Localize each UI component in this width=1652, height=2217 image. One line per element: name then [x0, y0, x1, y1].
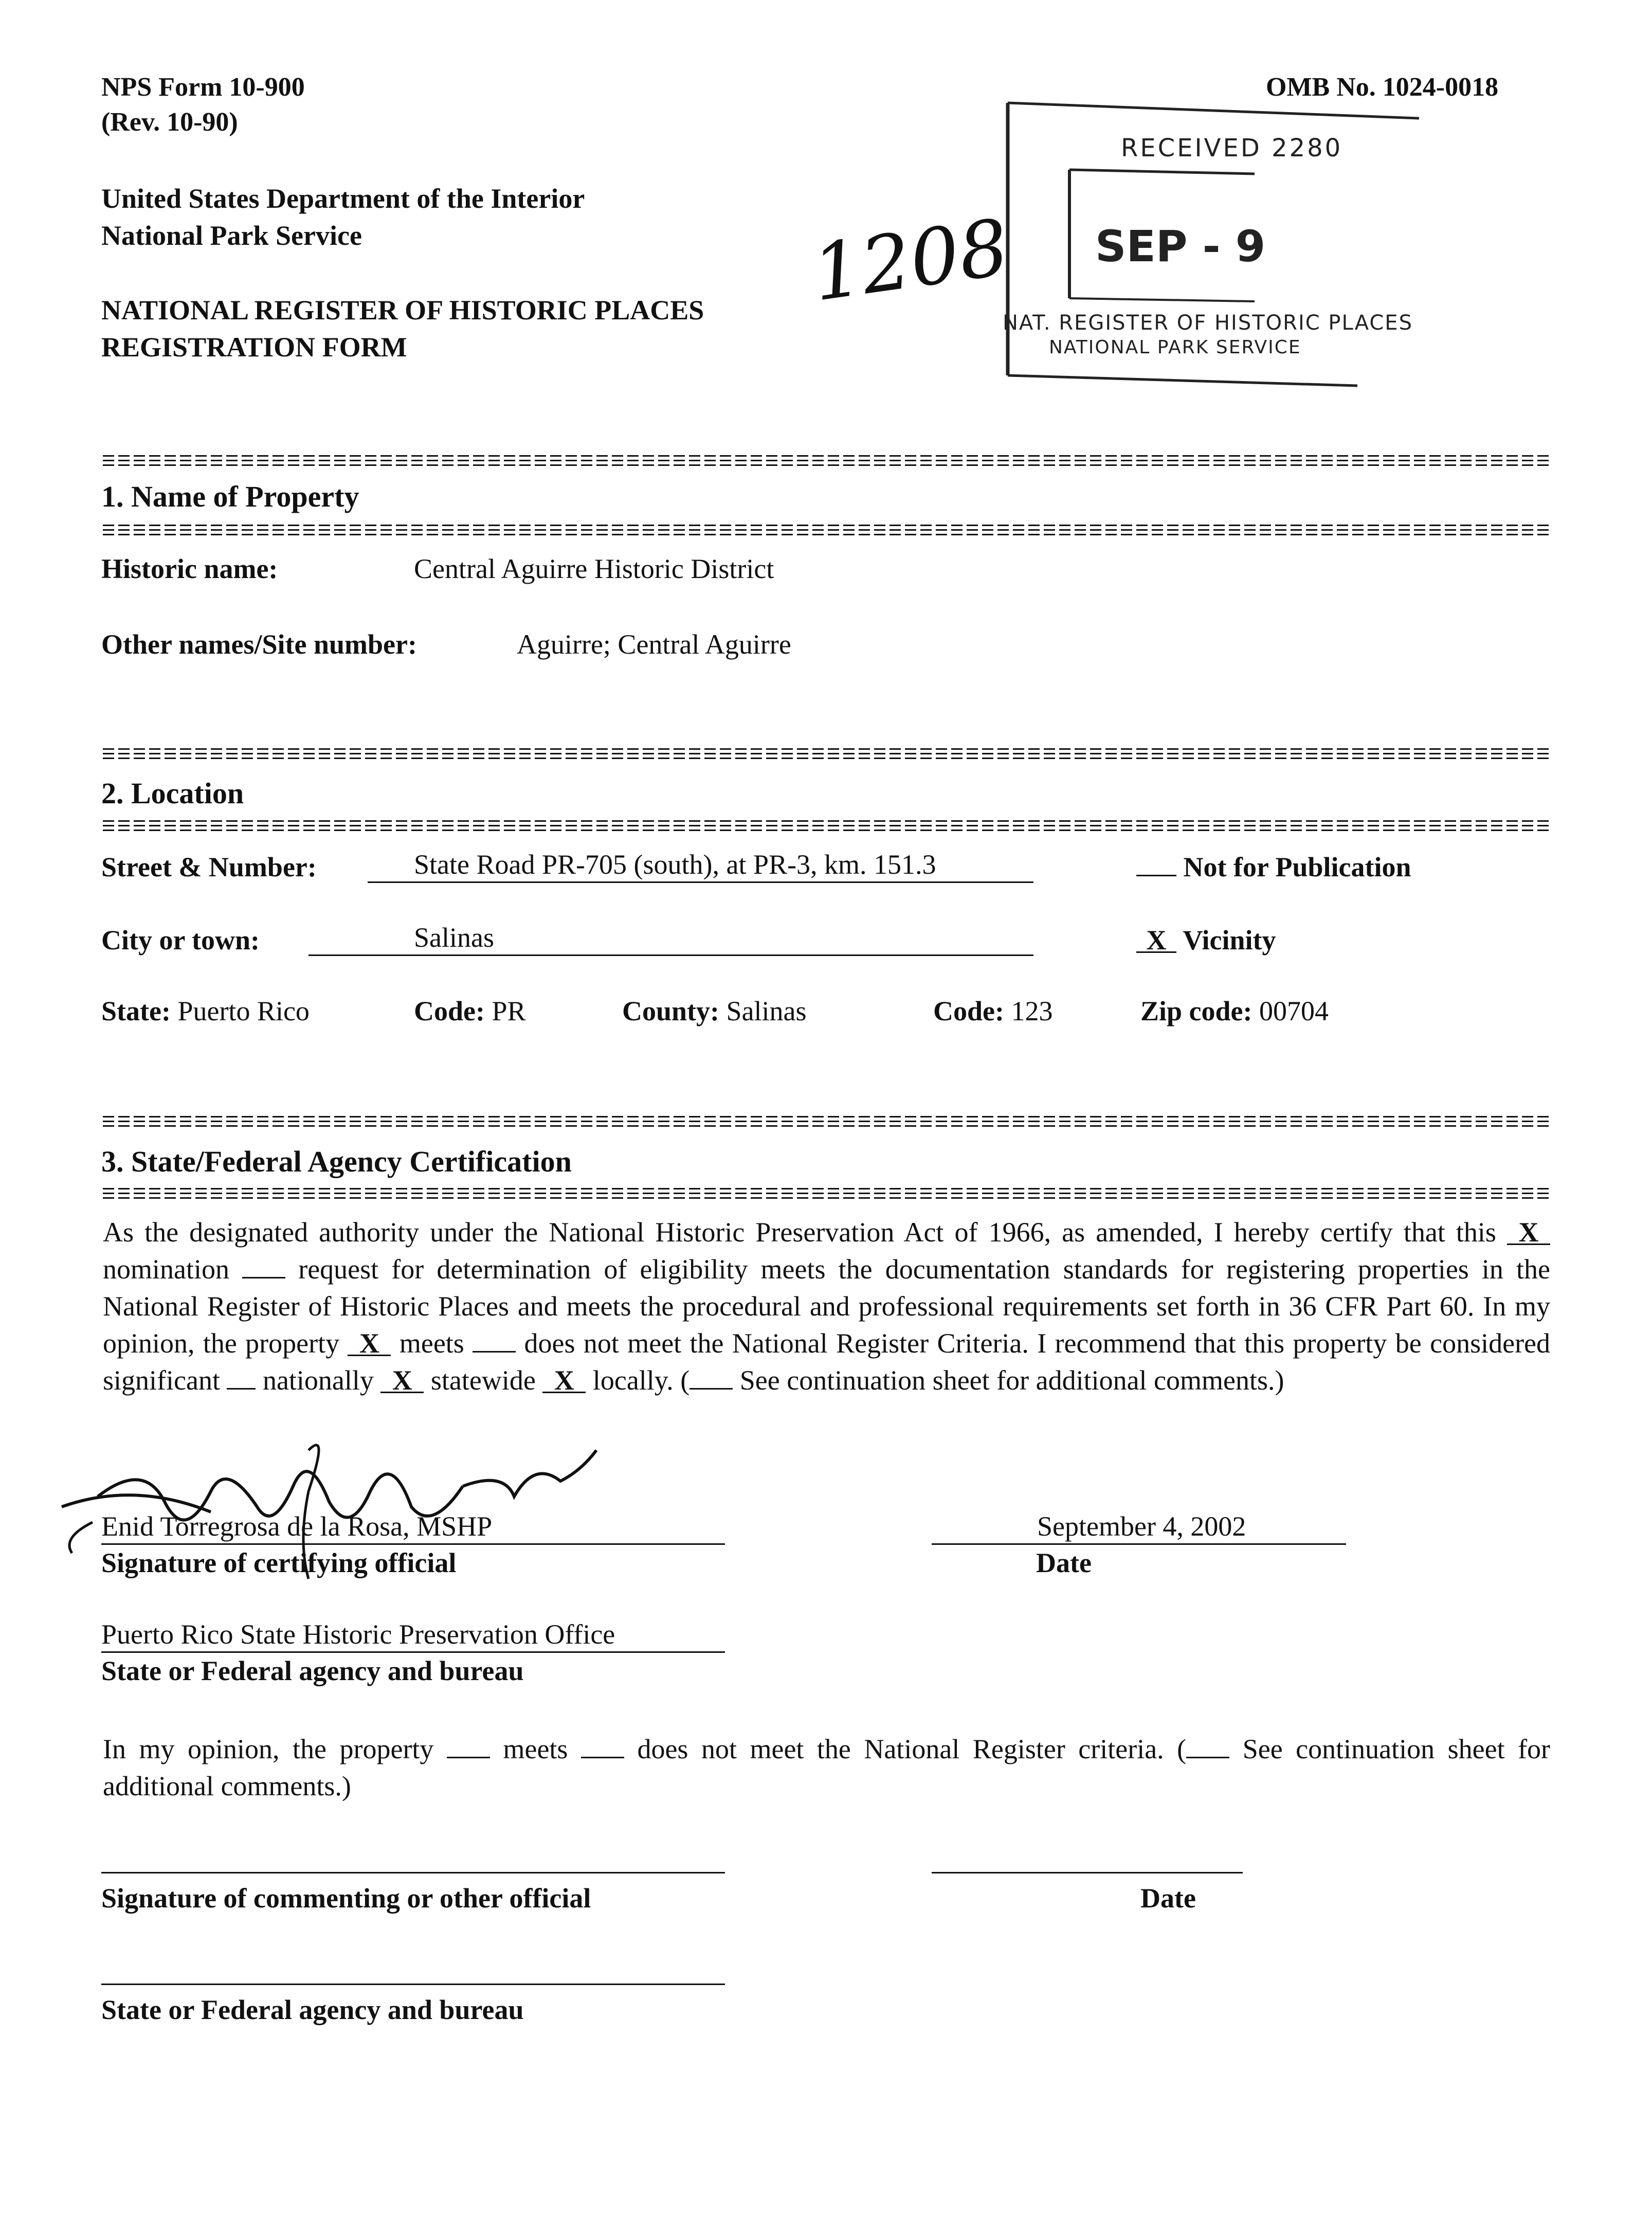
not-for-publication-mark — [1136, 852, 1176, 876]
section1-heading: 1. Name of Property — [101, 480, 359, 513]
state-code-field — [414, 995, 526, 1027]
cert-text: See continuation sheet for additional comments.) — [739, 1365, 1284, 1396]
cert-text: locally. ( — [592, 1365, 690, 1396]
zip-label: Zip code: — [1140, 996, 1252, 1026]
does-not-meet-mark — [473, 1328, 516, 1353]
county-code-value: 123 — [1011, 996, 1053, 1026]
cert-text: request for determination of eligibility meets the documentation standards for registering properties in the National Register of Historic Places and meets the procedural and professional requirements set forth in 36 CFR Part 60. In my opinion, the property — [103, 1254, 1551, 1359]
state-label: State: — [101, 996, 171, 1026]
commenting-date-line — [932, 1872, 1243, 1873]
cert-text: meets — [399, 1328, 464, 1359]
nomination-mark: X — [1507, 1221, 1550, 1245]
opinion-text: In my opinion, the property — [103, 1734, 434, 1764]
cert-text: As the designated authority under the National Historic Preservation Act of 1966, as amended, I hereby certify that this — [103, 1217, 1496, 1248]
other-names-value: Aguirre; Central Aguirre — [517, 629, 791, 660]
not-for-publication-label: Not for Publication — [1183, 852, 1411, 882]
omb-number: OMB No. 1024-0018 — [1266, 73, 1499, 102]
historic-name-value: Central Aguirre Historic District — [414, 553, 774, 584]
form-title-line2: REGISTRATION FORM — [101, 332, 407, 363]
handwritten-reference-number: 1208 — [807, 203, 1014, 319]
opinion-text: See continuation sheet for additional comments.) — [103, 1734, 1551, 1801]
section2-heading: 2. Location — [101, 777, 244, 810]
city-label: City or town: — [101, 925, 260, 956]
agency-value: Puerto Rico State Historic Preservation Office — [101, 1618, 725, 1653]
certification-date-value: September 4, 2002 — [932, 1510, 1346, 1545]
section-divider — [103, 455, 1550, 466]
stamp-received-text: RECEIVED 2280 — [1121, 134, 1343, 163]
section-divider — [103, 1188, 1550, 1199]
stamp-service-text: NATIONAL PARK SERVICE — [1049, 337, 1301, 358]
cert-text: does not meet the National Register Criteria. I recommend that this property be considered significant — [103, 1328, 1551, 1396]
not-for-publication — [1136, 851, 1411, 883]
form-revision: (Rev. 10-90) — [101, 107, 238, 137]
meets-mark: X — [348, 1332, 391, 1356]
department-name: United States Department of the Interior — [101, 183, 585, 214]
county-label: County: — [622, 996, 720, 1026]
request-mark — [242, 1254, 285, 1278]
vicinity-mark: X — [1136, 929, 1176, 953]
cert-text: statewide — [430, 1365, 536, 1396]
opinion-text: does not meet the National Register criteria. ( — [637, 1734, 1187, 1764]
section-divider — [103, 1116, 1550, 1127]
commenting-date-label: Date — [1140, 1883, 1196, 1914]
opinion-meets-mark — [447, 1734, 490, 1758]
cert-text: nationally — [262, 1365, 374, 1396]
commenting-agency-line — [101, 1984, 725, 1985]
state-field — [101, 995, 310, 1027]
agency-label: State or Federal agency and bureau — [101, 1655, 524, 1686]
county-value: Salinas — [726, 996, 807, 1026]
state-code-label: Code: — [414, 996, 485, 1026]
street-value: State Road PR-705 (south), at PR-3, km. 151.3 — [368, 849, 1033, 883]
zip-value: 00704 — [1259, 996, 1329, 1026]
date-label: Date — [1036, 1547, 1092, 1578]
historic-name-label: Historic name: — [101, 553, 278, 584]
service-name: National Park Service — [101, 220, 362, 251]
commenting-opinion-paragraph — [103, 1731, 1550, 1805]
state-code-value: PR — [492, 996, 526, 1026]
state-value: Puerto Rico — [177, 996, 310, 1026]
opinion-does-not-meet-mark — [581, 1734, 624, 1758]
commenting-agency-label: State or Federal agency and bureau — [101, 1994, 524, 2025]
county-code-label: Code: — [933, 996, 1004, 1026]
street-label: Street & Number: — [101, 852, 317, 882]
statewide-mark: X — [380, 1369, 424, 1393]
cert-text: nomination — [103, 1254, 229, 1285]
section-divider — [103, 525, 1550, 536]
continuation-mark — [689, 1365, 733, 1390]
certification-paragraph — [103, 1214, 1550, 1399]
opinion-continuation-mark — [1186, 1734, 1229, 1758]
nationally-mark — [227, 1365, 256, 1390]
stamp-date: SEP - 9 — [1095, 221, 1266, 272]
stamp-register-text: NAT. REGISTER OF HISTORIC PLACES — [1003, 311, 1413, 335]
section-divider — [103, 820, 1550, 832]
commenting-signature-line — [101, 1872, 725, 1873]
zip-field — [1140, 995, 1329, 1027]
locally-mark: X — [542, 1369, 586, 1393]
opinion-text: meets — [503, 1734, 568, 1764]
vicinity — [1136, 924, 1276, 956]
vicinity-label: Vicinity — [1183, 925, 1276, 956]
section3-heading: 3. State/Federal Agency Certification — [101, 1145, 572, 1178]
form-number: NPS Form 10-900 — [101, 73, 305, 102]
certifying-official-name: Enid Torregrosa de la Rosa, MSHP — [101, 1510, 725, 1545]
city-value: Salinas — [308, 922, 1033, 956]
other-names-label: Other names/Site number: — [101, 629, 417, 660]
section-divider — [103, 748, 1550, 760]
form-title-line1: NATIONAL REGISTER OF HISTORIC PLACES — [101, 295, 704, 326]
county-code-field — [933, 995, 1052, 1027]
county-field — [622, 995, 807, 1027]
signature-label: Signature of certifying official — [101, 1547, 457, 1578]
commenting-signature-label: Signature of commenting or other official — [101, 1883, 591, 1914]
